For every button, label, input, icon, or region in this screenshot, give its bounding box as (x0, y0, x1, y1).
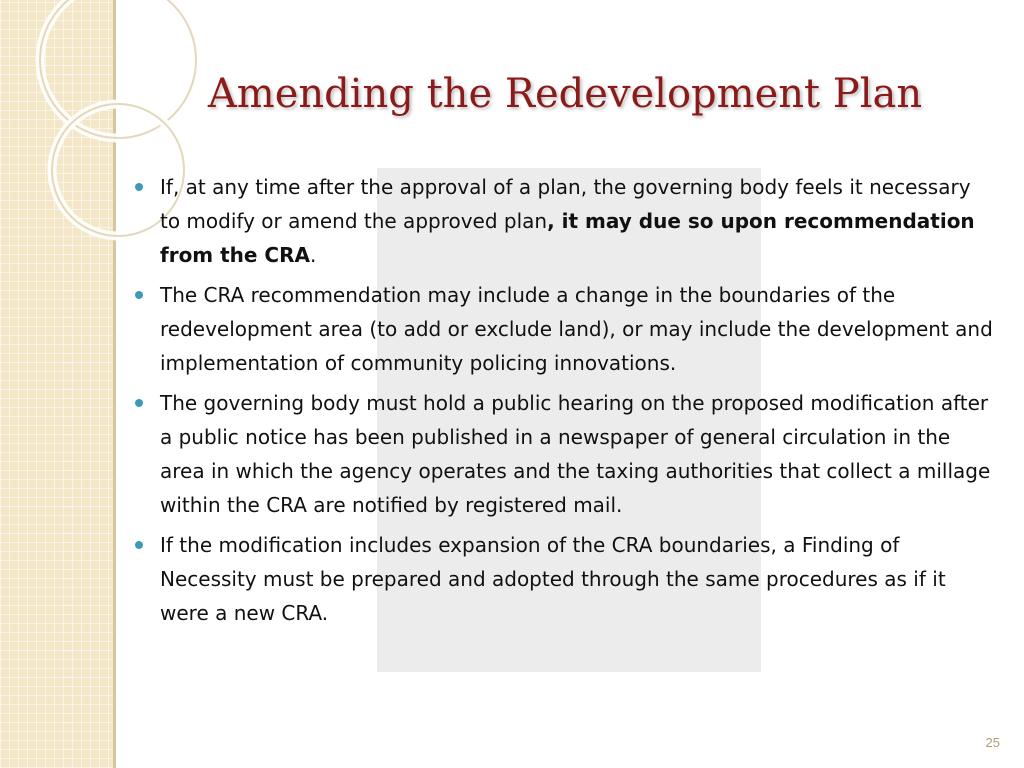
bullet-item (130, 278, 995, 380)
bullet-tail-text: . (310, 243, 317, 267)
page-number: 25 (985, 735, 1000, 750)
bullet-list (130, 170, 995, 636)
bullet-icon (135, 291, 143, 299)
bullet-icon (135, 183, 143, 191)
slide-title: Amending the Redevelopment Plan (207, 71, 923, 117)
bullet-icon (135, 541, 143, 549)
bullet-text: If, at any time after the approval of a plan, the governing body feels it necessary to modify or amend the approved plan (160, 175, 971, 233)
bullet-bold-text: , it may due so upon recommendation from the CRA (160, 209, 975, 267)
bullet-item (130, 528, 995, 630)
bullet-text: If the modification includes expansion of the CRA boundaries, a Finding of Necessity must be prepared and adopted through the same procedures as if it were a new CRA. (160, 533, 946, 625)
bullet-text: The governing body must hold a public hearing on the proposed modification after a public notice has been published in a newspaper of general circulation in the area in which the agency operates and the taxing authorities that collect a millage within the CRA are notified by registered mail. (160, 391, 991, 517)
bullet-item (130, 170, 995, 272)
bullet-item (130, 386, 995, 522)
bullet-text: The CRA recommendation may include a change in the boundaries of the redevelopment area (to add or exclude land), or may include the development and implementation of community policing innovations. (160, 283, 993, 375)
bullet-icon (135, 399, 143, 407)
